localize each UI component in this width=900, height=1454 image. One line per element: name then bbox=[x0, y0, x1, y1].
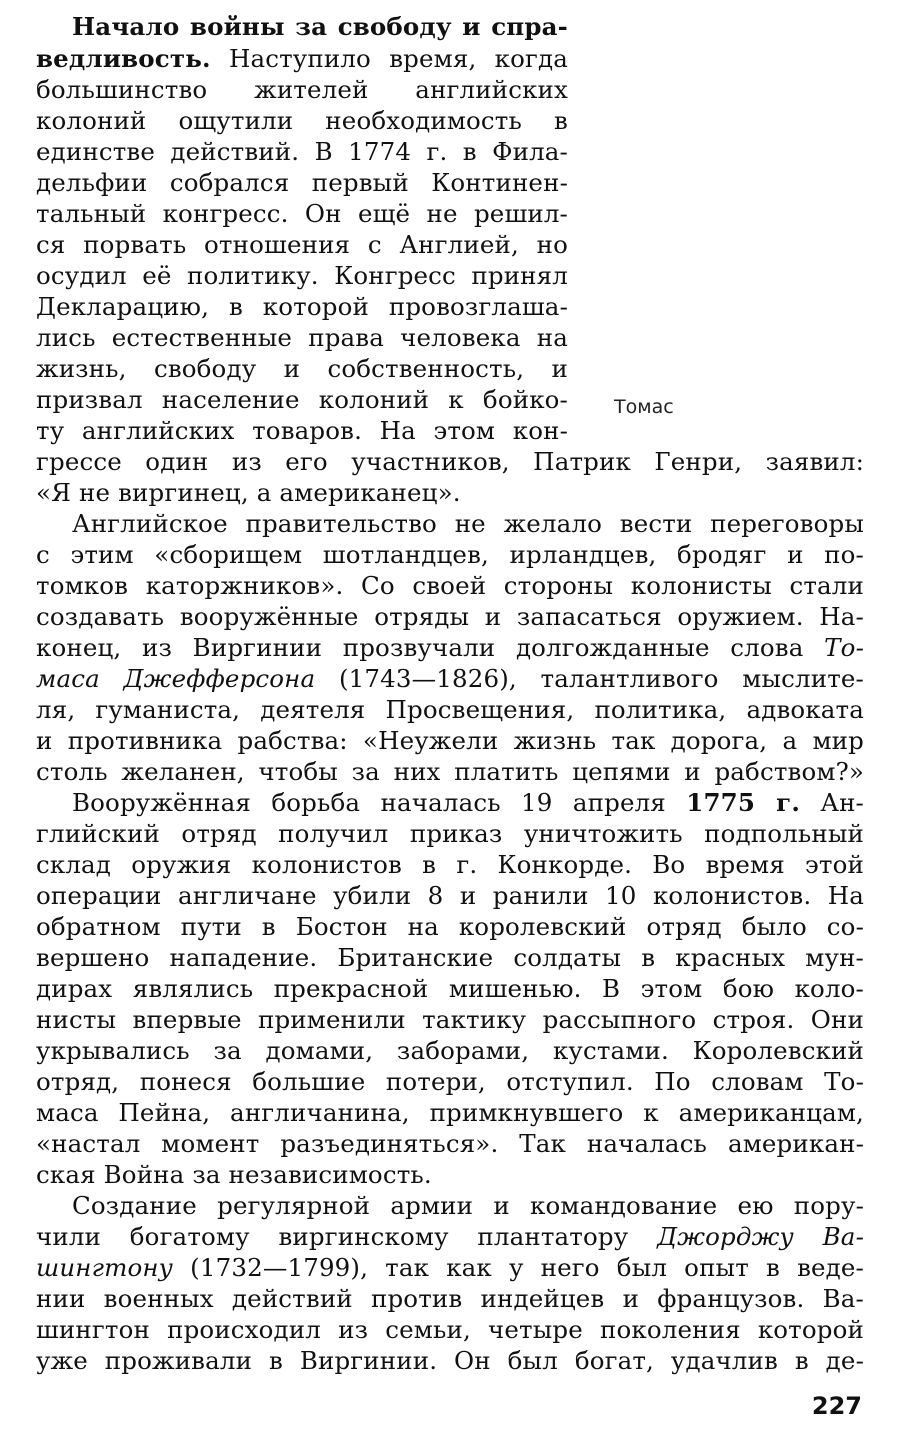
text-line: укрывались за домами, заборами, кустами. Королевский bbox=[36, 1036, 864, 1065]
text-line: отряд, понеся большие потери, отступил. По словам То- bbox=[36, 1067, 864, 1096]
text-line: жизнь, свободу и собственность, и bbox=[36, 354, 568, 383]
text-span: Наступило время, когда bbox=[210, 44, 568, 73]
text-line: «Я не виргинец, а американец». bbox=[36, 478, 461, 507]
text-span: Вооружённая борьба началась 19 апреля bbox=[72, 788, 687, 817]
text-line: ту английских товаров. На этом кон- bbox=[36, 416, 568, 445]
text-line: большинство жителей английских bbox=[36, 75, 568, 104]
text-line: глийский отряд получил приказ уничтожить подпольный bbox=[36, 819, 864, 848]
text-line: создавать вооружённые отряды и запасаться оружием. На- bbox=[36, 602, 864, 631]
text-span: (1743—1826), талантливого мыслите- bbox=[315, 664, 864, 693]
text-span: Ан- bbox=[800, 788, 864, 817]
text-line: Декларацию, в которой провозглаша- bbox=[36, 292, 568, 321]
section-heading: ведливость. bbox=[36, 44, 211, 73]
text-line: «настал момент разъединяться». Так началась американ- bbox=[36, 1129, 864, 1158]
text-line: обратном пути в Бостон на королевский отряд было со- bbox=[36, 912, 864, 941]
text-line: вершено нападение. Британские солдаты в красных мун- bbox=[36, 943, 864, 972]
text-line: томков каторжников». Со своей стороны колонисты стали bbox=[36, 571, 864, 600]
person-name: шингтону bbox=[36, 1253, 174, 1282]
text-line: шингтон происходил из семьи, четыре поколения которой bbox=[36, 1315, 864, 1344]
text-line: ля, гуманиста, деятеля Просвещения, политика, адвоката bbox=[36, 695, 864, 724]
text-line: нисты впервые применили тактику рассыпного строя. Они bbox=[36, 1005, 864, 1034]
person-name: То- bbox=[824, 633, 864, 662]
text-line: колоний ощутили необходимость в bbox=[36, 106, 568, 135]
section-heading: Начало войны за свободу и спра- bbox=[72, 12, 568, 41]
person-name: Джорджу Ва- bbox=[657, 1222, 864, 1251]
text-line: осудил её политику. Конгресс принял bbox=[36, 261, 568, 290]
text-line bbox=[36, 633, 864, 663]
text-line: грессе один из его участников, Патрик Генри, заявил: bbox=[36, 447, 864, 476]
text-line bbox=[36, 664, 864, 694]
text-line: тальный конгресс. Он ещё не решил- bbox=[36, 199, 568, 228]
text-line: склад оружия колонистов в г. Конкорде. Во время этой bbox=[36, 850, 864, 879]
text-line: Создание регулярной армии и командование ею пору- bbox=[72, 1191, 864, 1220]
page-number: 227 bbox=[811, 1392, 862, 1420]
text-line: лись естественные права человека на bbox=[36, 323, 568, 352]
text-line: единстве действий. В 1774 г. в Фила- bbox=[36, 137, 568, 166]
text-line: ская Война за независимость. bbox=[36, 1160, 432, 1189]
text-line: с этим «сборищем шотландцев, ирландцев, бродяг и по- bbox=[36, 540, 864, 569]
text-line: ся порвать отношения с Англией, но bbox=[36, 230, 568, 259]
text-line bbox=[36, 788, 864, 818]
text-line bbox=[36, 1222, 864, 1252]
text-span: (1732—1799), так как у него был опыт в веде- bbox=[173, 1253, 864, 1282]
text-line: маса Пейна, англичанина, примкнувшего к американцам, bbox=[36, 1098, 864, 1127]
text-span: конец, из Виргинии прозвучали долгожданные слова bbox=[36, 633, 825, 662]
person-name: маса Джефферсона bbox=[36, 664, 316, 693]
text-line: Английское правительство не желало вести переговоры bbox=[72, 509, 864, 538]
text-line: дельфии собрался первый Континен- bbox=[36, 168, 568, 197]
text-line bbox=[36, 1253, 864, 1283]
text-line: дирах являлись прекрасной мишенью. В этом бою коло- bbox=[36, 974, 864, 1003]
image-caption: Томас bbox=[614, 396, 674, 418]
text-line: нии военных действий против индейцев и французов. Ва- bbox=[36, 1284, 864, 1313]
text-line: уже проживали в Виргинии. Он был богат, удачлив в де- bbox=[36, 1346, 864, 1375]
text-line bbox=[36, 44, 568, 74]
text-line: и противника рабства: «Неужели жизнь так дорога, а мир bbox=[36, 726, 864, 755]
key-date: 1775 г. bbox=[686, 788, 801, 817]
text-line: операции англичане убили 8 и ранили 10 колонистов. На bbox=[36, 881, 864, 910]
text-line: призвал население колоний к бойко- bbox=[36, 385, 568, 414]
text-span: чили богатому виргинскому плантатору bbox=[36, 1222, 658, 1251]
text-line: столь желанен, чтобы за них платить цепями и рабством?» bbox=[36, 757, 864, 786]
text-line bbox=[36, 12, 568, 42]
